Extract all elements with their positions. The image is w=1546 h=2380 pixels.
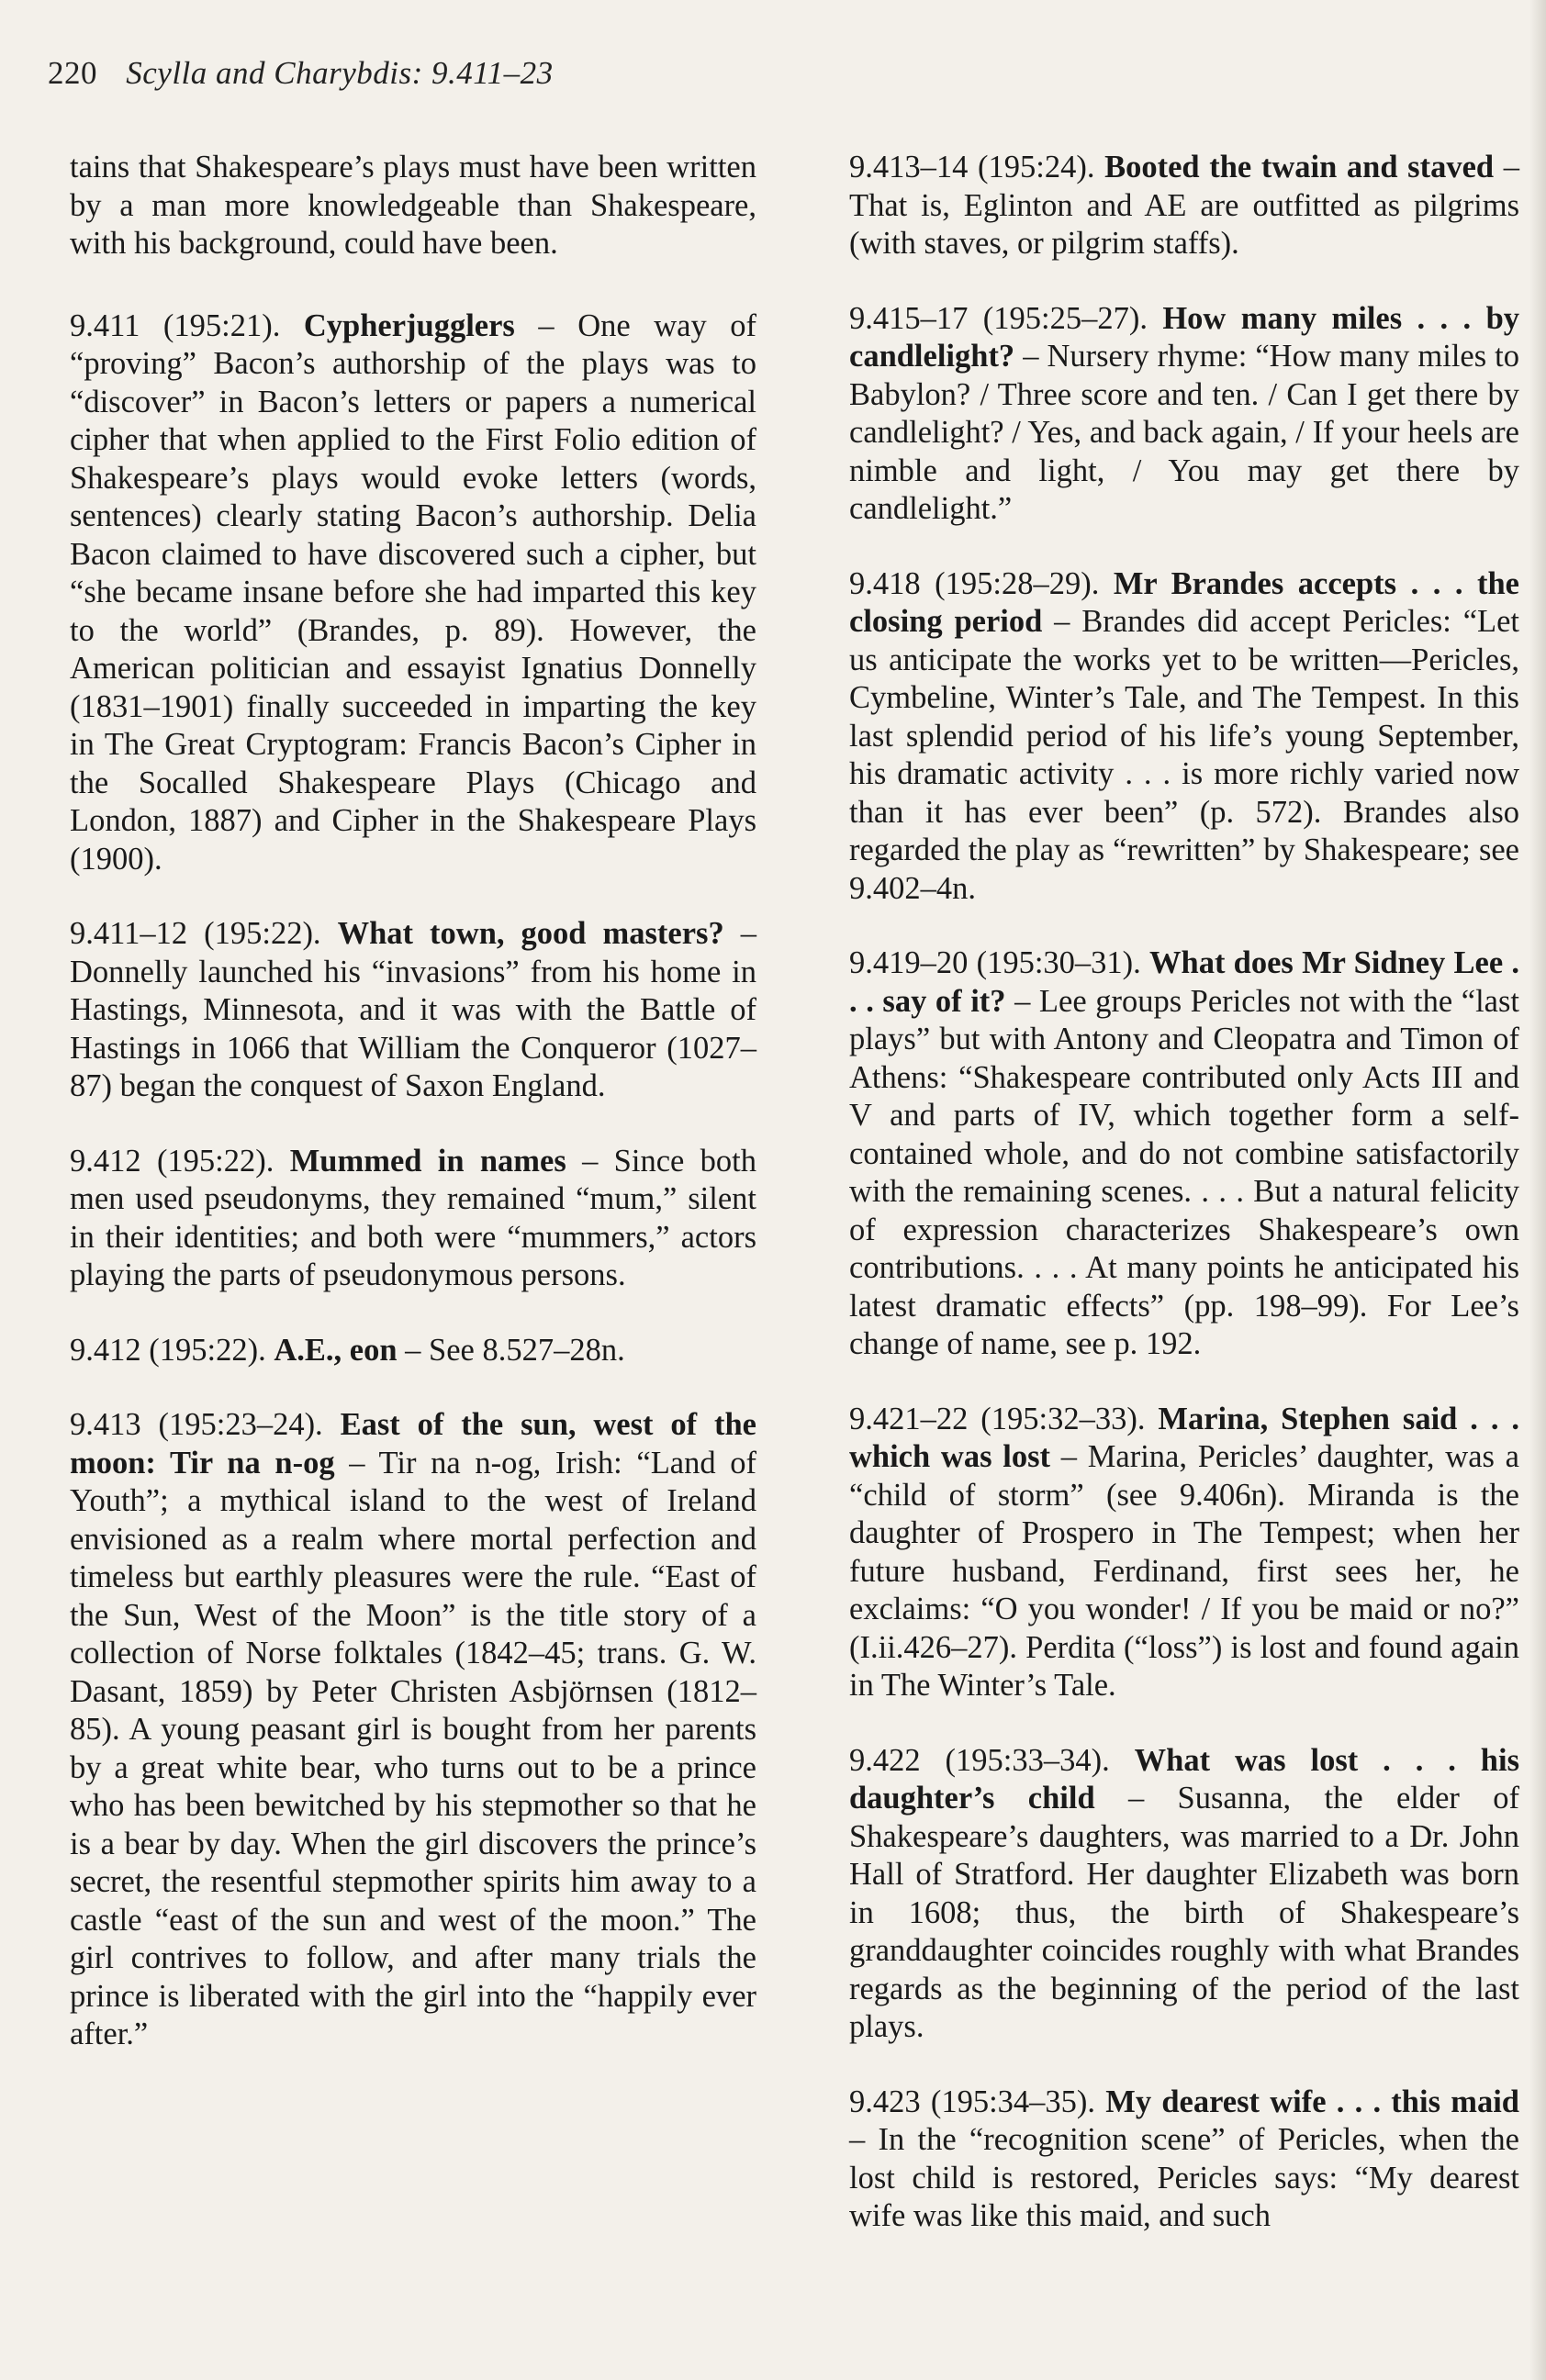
annotation-entry	[70, 307, 756, 879]
entry-ref: 9.423 (195:34–35).	[849, 2084, 1096, 2119]
annotation-entry	[70, 1332, 756, 1370]
entry-headword: Mr Brandes accepts . . . the closing period	[849, 565, 1519, 639]
annotation-entry	[849, 300, 1519, 529]
entry-body: – See 8.527–28n.	[397, 1332, 625, 1368]
entry-body: – One way of “proving” Bacon’s authorship of the plays was to “discover” in Bacon’s letters or papers a numerical cipher that when applied to the First Folio edition of Shakespeare’s plays would evoke letters (words, sentences) clearly stating Bacon’s authorship. Delia Bacon claimed to have discovered such a cipher, but “she became insane before she had imparted this key to the world” (Brandes, p. 89). However, the American politician and essayist Ignatius Donnelly (1831–1901) finally succeeded in imparting the key in The Great Cryptogram: Francis Bacon’s Cipher in the Socalled Shakespeare Plays (Chicago and London, 1887) and Cipher in the Shakespeare Plays (1900).	[70, 307, 756, 877]
entry-ref: 9.413–14 (195:24).	[849, 150, 1095, 184]
annotation-entry	[849, 944, 1519, 1364]
entry-ref: 9.411–12 (195:22).	[70, 916, 321, 951]
entry-headword: East of the sun, west of the moon: Tir na n-og	[70, 1407, 756, 1481]
annotation-entry	[70, 915, 756, 1106]
annotation-entry	[70, 1406, 756, 2054]
annotation-entry	[849, 565, 1519, 909]
entry-ref: 9.415–17 (195:25–27).	[849, 300, 1148, 336]
right-column	[849, 149, 1519, 2273]
entry-ref: 9.419–20 (195:30–31).	[849, 945, 1141, 980]
entry-headword: A.E., eon	[274, 1332, 398, 1368]
entry-body: – Lee groups Pericles not with the “last plays” but with Antony and Cleopatra and Timon of Athens: “Shakespeare contributed only Acts III and V and parts of IV, which together form a self-contained whole, and do not combine satisfactorily with the remaining scenes. . . . But a natural felicity of expression characterizes Shakespeare’s own contributions. . . . At many points he anticipated his latest dramatic effects” (pp. 198–99). For Lee’s change of name, see p. 192.	[849, 983, 1519, 1361]
page-number: 220	[48, 55, 97, 91]
entry-headword: Mummed in names	[289, 1143, 566, 1179]
entry-body: – Nursery rhyme: “How many miles to Babylon? / Three score and ten. / Can I get there by candlelight? / Yes, and back again, / If your heels are nimble and light, / You may get there by candlelight.”	[849, 339, 1519, 526]
annotation-entry	[849, 1401, 1519, 1705]
continued-text	[70, 149, 756, 263]
running-head	[48, 55, 554, 92]
annotation-entry	[70, 1143, 756, 1295]
entry-ref: 9.411 (195:21).	[70, 307, 281, 343]
entry-body: tains that Shakespeare’s plays must have been written by a man more knowledgeable than Shakespeare, with his background, could have been.	[70, 150, 756, 261]
annotation-entry	[849, 1742, 1519, 2047]
entry-body: – Marina, Pericles’ daughter, was a “child of storm” (see 9.406n). Miranda is the daughter of Prospero in The Tempest; when her future husband, Ferdinand, first sees her, he exclaims: “O you wonder! / If you be maid or no?” (I.ii.426–27). Perdita (“loss”) is lost and found again in The Winter’s Tale.	[849, 1439, 1519, 1703]
entry-body: – That is, Eglinton and AE are outfitted as pilgrims (with staves, or pilgrim staffs).	[849, 150, 1519, 261]
entry-ref: 9.412 (195:22).	[70, 1143, 274, 1179]
entry-body: – Tir na n-og, Irish: “Land of Youth”; a mythical island to the west of Ireland envisioned as a realm where mortal perfection and timeless but earthly pleasures were the rule. “East of the Sun, West of the Moon” is the title story of a collection of Norse folktales (1842–45; trans. G. W. Dasant, 1859) by Peter Christen Asbjörnsen (1812–85). A young peasant girl is bought from her parents by a great white bear, who turns out to be a prince who has been bewitched by his stepmother so that he is a bear by day. When the girl discovers the prince’s secret, the resentful stepmother spirits him away to a castle “east of the sun and west of the moon.” The girl contrives to follow, and after many trials the prince is liberated with the girl into the “happily ever after.”	[70, 1445, 756, 2051]
entry-headword: What was lost . . . his daughter’s child	[849, 1742, 1519, 1816]
entry-headword: Booted the twain and staved	[1104, 150, 1495, 184]
annotation-entry	[849, 2084, 1519, 2236]
entry-headword: What town, good masters?	[337, 916, 724, 951]
entry-ref: 9.421–22 (195:32–33).	[849, 1401, 1146, 1436]
entry-ref: 9.422 (195:33–34).	[849, 1742, 1110, 1778]
entry-body: – Donnelly launched his “invasions” from his home in Hastings, Minnesota, and it was with the Battle of Hastings in 1066 that William the Conqueror (1027–87) began the conquest of Saxon England.	[70, 916, 756, 1103]
entry-headword: My dearest wife . . . this maid	[1105, 2084, 1519, 2119]
entry-headword: Marina, Stephen said . . . which was lost	[849, 1401, 1519, 1474]
annotation-entry	[849, 149, 1519, 263]
left-column	[70, 149, 756, 2091]
entry-body: – Brandes did accept Pericles: “Let us anticipate the works yet to be written—Pericles, Cymbeline, Winter’s Tale, and The Tempest. In this last splendid period of his life’s young September, his dramatic activity . . . is more richly varied now than it has ever been” (p. 572). Brandes also regarded the play as “rewritten” by Shakespeare; see 9.402–4n.	[849, 604, 1519, 906]
page-edge-shadow	[1529, 0, 1546, 2380]
entry-body: – Since both men used pseudonyms, they remained “mum,” silent in their identities; and both were “mummers,” actors playing the parts of pseudonymous persons.	[70, 1143, 756, 1292]
entry-ref: 9.413 (195:23–24).	[70, 1407, 323, 1442]
entry-headword: How many miles . . . by candlelight?	[849, 300, 1520, 374]
entry-body: – In the “recognition scene” of Pericles, when the lost child is restored, Pericles says: “My dearest wife was like this maid, and such	[849, 2122, 1519, 2233]
entry-ref: 9.418 (195:28–29).	[849, 565, 1100, 601]
entry-ref: 9.412 (195:22).	[70, 1332, 266, 1368]
running-title: Scylla and Charybdis: 9.411–23	[126, 55, 554, 91]
entry-headword: What does Mr Sidney Lee . . . say of it?	[849, 945, 1519, 1019]
entry-headword: Cypherjugglers	[303, 307, 515, 343]
entry-body: – Susanna, the elder of Shakespeare’s daughters, was married to a Dr. John Hall of Stratford. Her daughter Elizabeth was born in 1608; thus, the birth of Shakespeare’s granddaughter coincides roughly with what Brandes regards as the beginning of the period of the last plays.	[849, 1781, 1519, 2044]
